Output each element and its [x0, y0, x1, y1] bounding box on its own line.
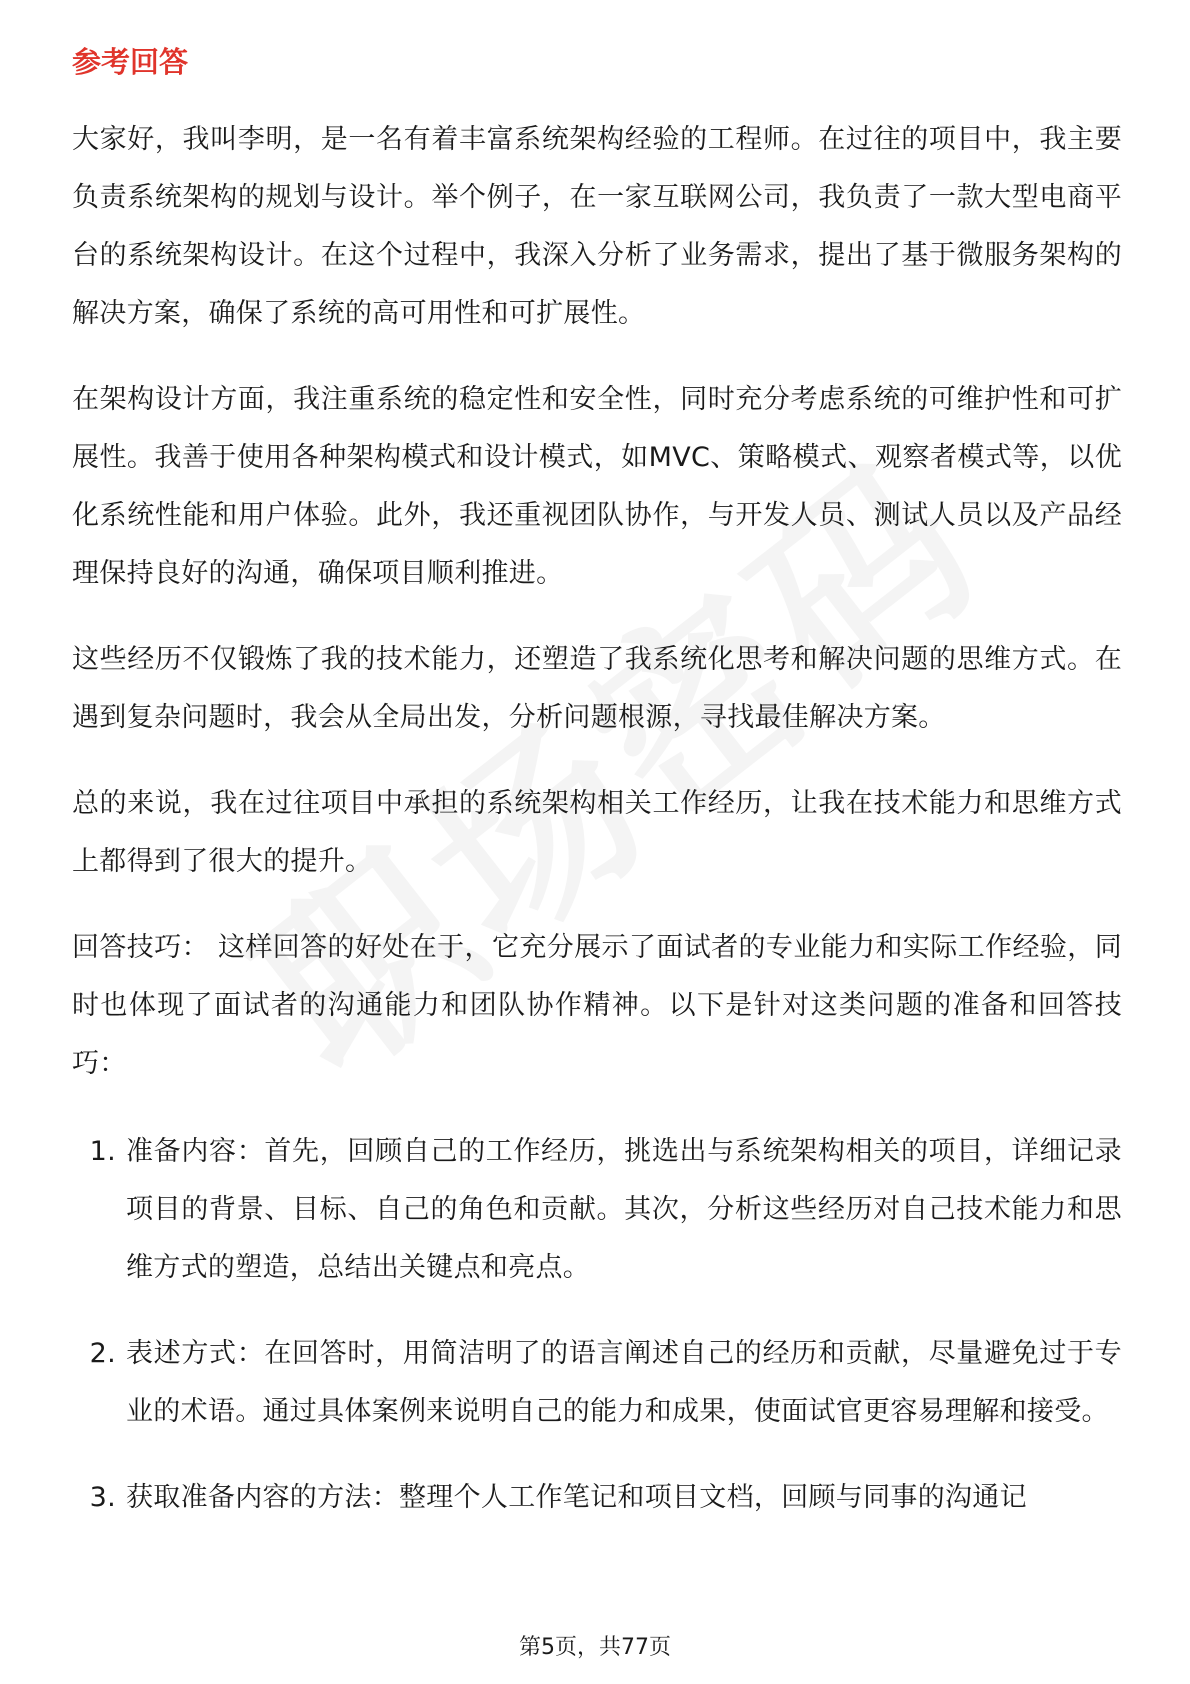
page-footer: 第5页，共77页 [519, 1635, 671, 1660]
paragraph: 大家好，我叫李明，是一名有着丰富系统架构经验的工程师。在过往的项目中，我主要负责系统架构的规划与设计。举个例子，在一家互联网公司，我负责了一款大型电商平台的系统架构设计。在这个过程中，我深入分析了业务需求，提出了基于微服务架构的解决方案，确保了系统的高可用性和可扩展性。 [72, 123, 1122, 329]
list-item-text: 获取准备内容的方法：整理个人工作笔记和项目文档，回顾与同事的沟通记 [126, 1481, 1027, 1513]
paragraph: 在架构设计方面，我注重系统的稳定性和安全性，同时充分考虑系统的可维护性和可扩展性。我善于使用各种架构模式和设计模式，如MVC、策略模式、观察者模式等，以优化系统性能和用户体验。此外，我还重视团队协作，与开发人员、测试人员以及产品经理保持良好的沟通，确保项目顺利推进。 [72, 383, 1122, 589]
document-page [72, 42, 1122, 1555]
list-item [72, 1325, 1122, 1441]
list-item-text: 准备内容：首先，回顾自己的工作经历，挑选出与系统架构相关的项目，详细记录项目的背景、目标、自己的角色和贡献。其次，分析这些经历对自己技术能力和思维方式的塑造，总结出关键点和亮点。 [126, 1135, 1122, 1283]
list-item [72, 1123, 1122, 1297]
list-item [72, 1469, 1122, 1527]
section-heading: 参考回答 [72, 45, 189, 79]
list-item-number: 3. [89, 1481, 116, 1513]
tips-list [72, 1123, 1122, 1527]
list-item-number: 1. [89, 1135, 116, 1167]
paragraph: 总的来说，我在过往项目中承担的系统架构相关工作经历，让我在技术能力和思维方式上都得到了很大的提升。 [72, 787, 1122, 877]
answer-tips-paragraph: 回答技巧： 这样回答的好处在于，它充分展示了面试者的专业能力和实际工作经验，同时也体现了面试者的沟通能力和团队协作精神。以下是针对这类问题的准备和回答技巧： [72, 931, 1122, 1079]
paragraph: 这些经历不仅锻炼了我的技术能力，还塑造了我系统化思考和解决问题的思维方式。在遇到复杂问题时，我会从全局出发，分析问题根源，寻找最佳解决方案。 [72, 643, 1122, 733]
list-item-number: 2. [89, 1337, 116, 1369]
list-item-text: 表述方式：在回答时，用简洁明了的语言阐述自己的经历和贡献，尽量避免过于专业的术语。通过具体案例来说明自己的能力和成果，使面试官更容易理解和接受。 [126, 1337, 1122, 1427]
